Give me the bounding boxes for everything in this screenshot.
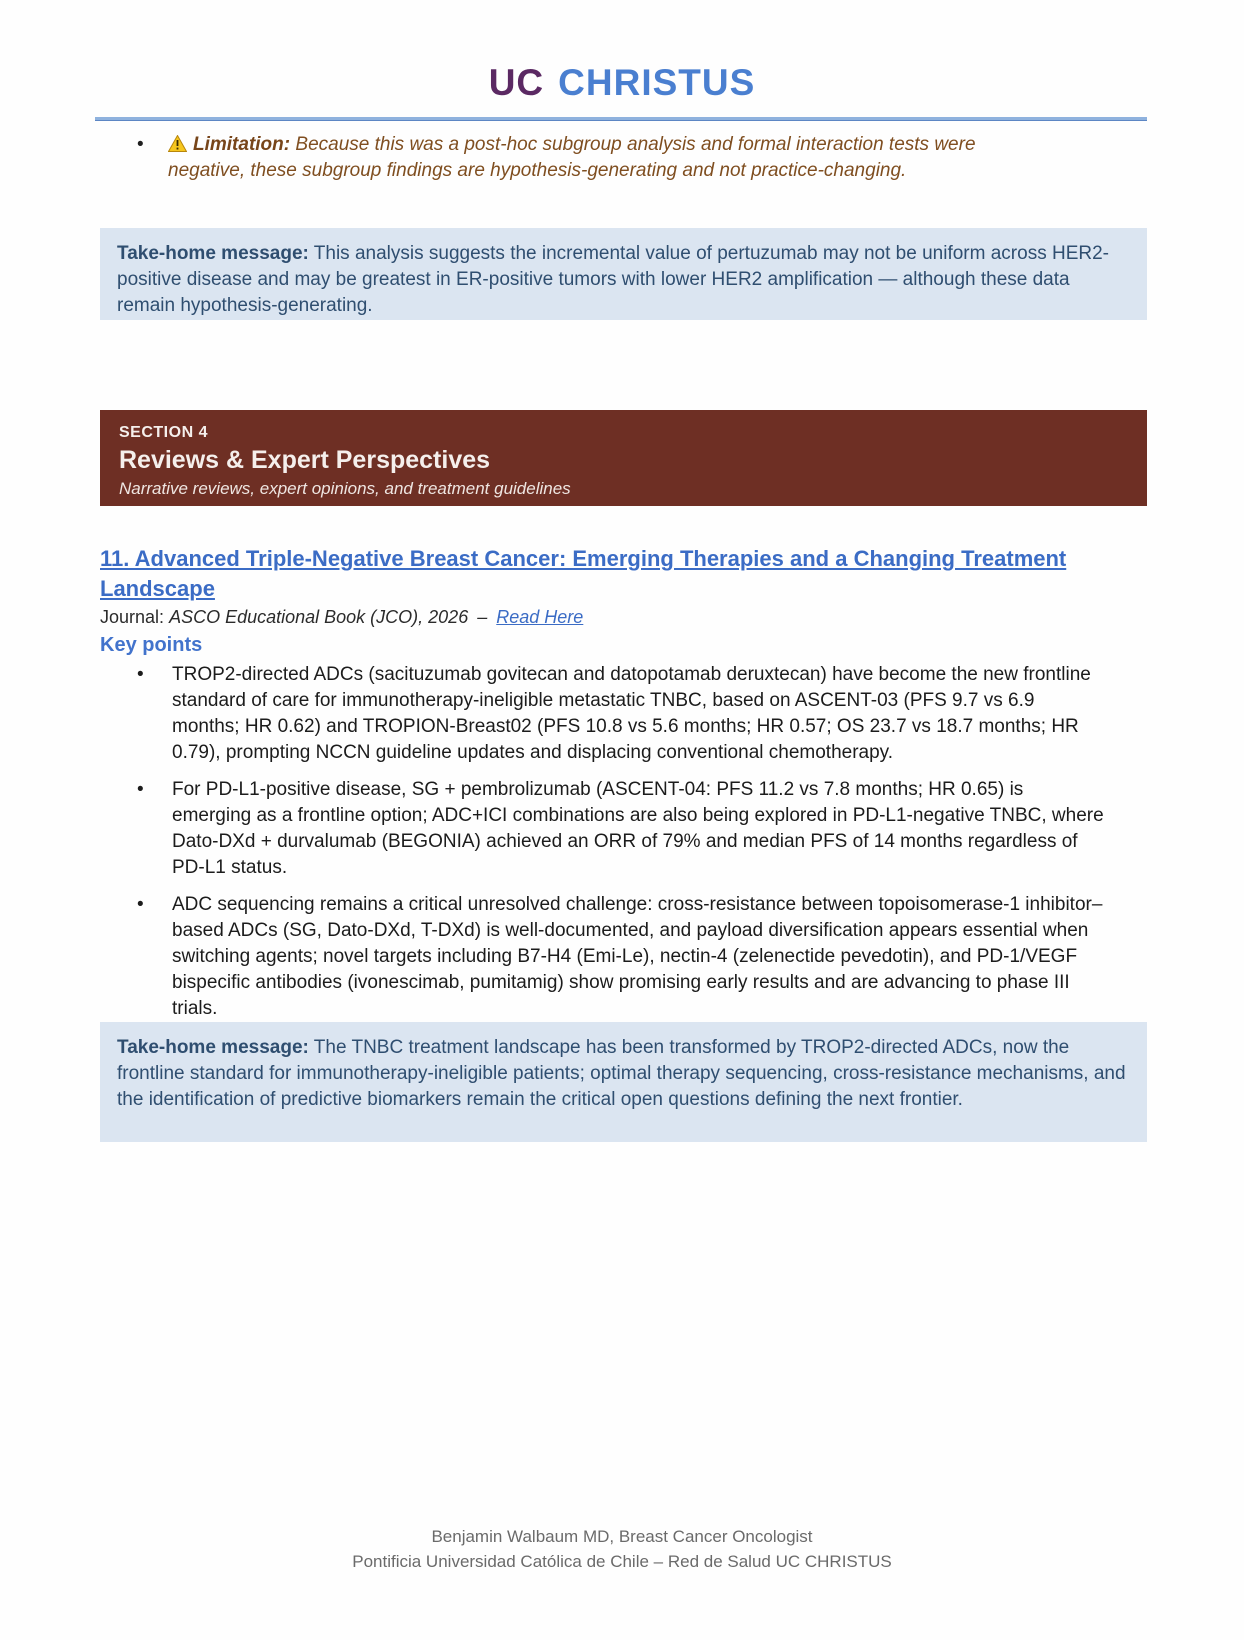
limitation-content [168, 132, 1047, 184]
limitation-label: Limitation: [193, 134, 291, 155]
key-point-text: TROP2-directed ADCs (sacituzumab govitecan and datopotamab deruxtecan) have become the new frontline standard of care for immunotherapy-ineligible metastatic TNBC, based on ASCENT-03 (PFS 9.7 vs 6.9 months; HR 0.62) and TROPION-Breast02 (PFS 10.8 vs 5.6 months; HR 0.57; OS 23.7 vs 18.7 months; HR 0.79), prompting NCCN guideline updates and displacing conventional chemotherapy. [172, 664, 1091, 763]
section-banner [100, 410, 1147, 506]
article-title-link[interactable]: 11. Advanced Triple-Negative Breast Cancer: Emerging Therapies and a Changing Treatment Landscape [100, 546, 1067, 601]
page-footer [0, 1524, 1244, 1574]
section-title: Reviews & Expert Perspectives [119, 446, 491, 474]
bullet-marker: • [137, 134, 144, 155]
bullet-marker: • [137, 894, 144, 915]
section-kicker: SECTION 4 [119, 424, 208, 441]
takehome-1-text: This analysis suggests the incremental value of pertuzumab may not be uniform across HER2-positive disease and may be greatest in ER-positive tumors with lower HER2 amplification — although these data remain hypothesis-generating. [117, 243, 1109, 316]
key-point-item [100, 892, 1105, 1022]
takehome-box-2 [100, 1022, 1147, 1142]
takehome-box-1 [100, 228, 1147, 320]
logo-christus-text: CHRISTUS [558, 62, 756, 103]
footer-institution: Pontificia Universidad Católica de Chile – Red de Salud UC CHRISTUS [352, 1552, 892, 1571]
journal-prefix: Journal: [100, 607, 165, 627]
key-point-item [100, 662, 1105, 766]
key-points-list [100, 662, 1105, 1033]
takehome-2-text: The TNBC treatment landscape has been transformed by TROP2-directed ADCs, now the frontline standard for immunotherapy-ineligible patients; optimal therapy sequencing, cross-resistance mechanisms, and the identification of predictive biomarkers remain the critical open questions defining the next frontier. [117, 1037, 1126, 1110]
takehome-2-label: Take-home message: [117, 1037, 309, 1058]
journal-separator: – [477, 607, 488, 627]
key-points-heading: Key points [100, 634, 203, 656]
key-point-text: For PD-L1-positive disease, SG + pembrolizumab (ASCENT-04: PFS 11.2 vs 7.8 months; HR 0.65) is emerging as a frontline option; ADC+ICI combinations are also being explored in PD-L1-negative TNBC, where Dato-DXd + durvalumab (BEGONIA) achieved an ORR of 79% and median PFS of 14 months regardless of PD-L1 status. [172, 779, 1104, 878]
footer-author: Benjamin Walbaum MD, Breast Cancer Oncologist [431, 1527, 813, 1546]
bullet-marker: • [137, 779, 144, 800]
read-here-link[interactable]: Read Here [496, 607, 584, 627]
takehome-1-label: Take-home message: [117, 243, 309, 264]
limitation-bullet-item [137, 132, 1047, 184]
header-divider [95, 117, 1147, 121]
header-logo [0, 62, 1244, 104]
section-subtitle: Narrative reviews, expert opinions, and treatment guidelines [119, 479, 571, 498]
key-point-item [100, 777, 1105, 881]
bullet-marker: • [137, 664, 144, 685]
logo-uc-text: UC [488, 62, 545, 103]
key-point-text: ADC sequencing remains a critical unresolved challenge: cross-resistance between topoisomerase-1 inhibitor–based ADCs (SG, Dato-DXd, T-DXd) is well-documented, and payload diversification appears essential when switching agents; novel targets including B7-H4 (Emi-Le), nectin-4 (zelenectide pevedotin), and PD-1/VEGF bispecific antibodies (ivonescimab, pumitamig) show promising early results and are advancing to phase III trials. [172, 894, 1103, 1019]
limitation-text: Because this was a post-hoc subgroup analysis and formal interaction tests were negative, these subgroup findings are hypothesis-generating and not practice-changing. [168, 134, 976, 181]
warning-icon [168, 135, 187, 152]
journal-name: ASCO Educational Book (JCO), 2026 [169, 607, 469, 627]
journal-line [100, 607, 1100, 628]
